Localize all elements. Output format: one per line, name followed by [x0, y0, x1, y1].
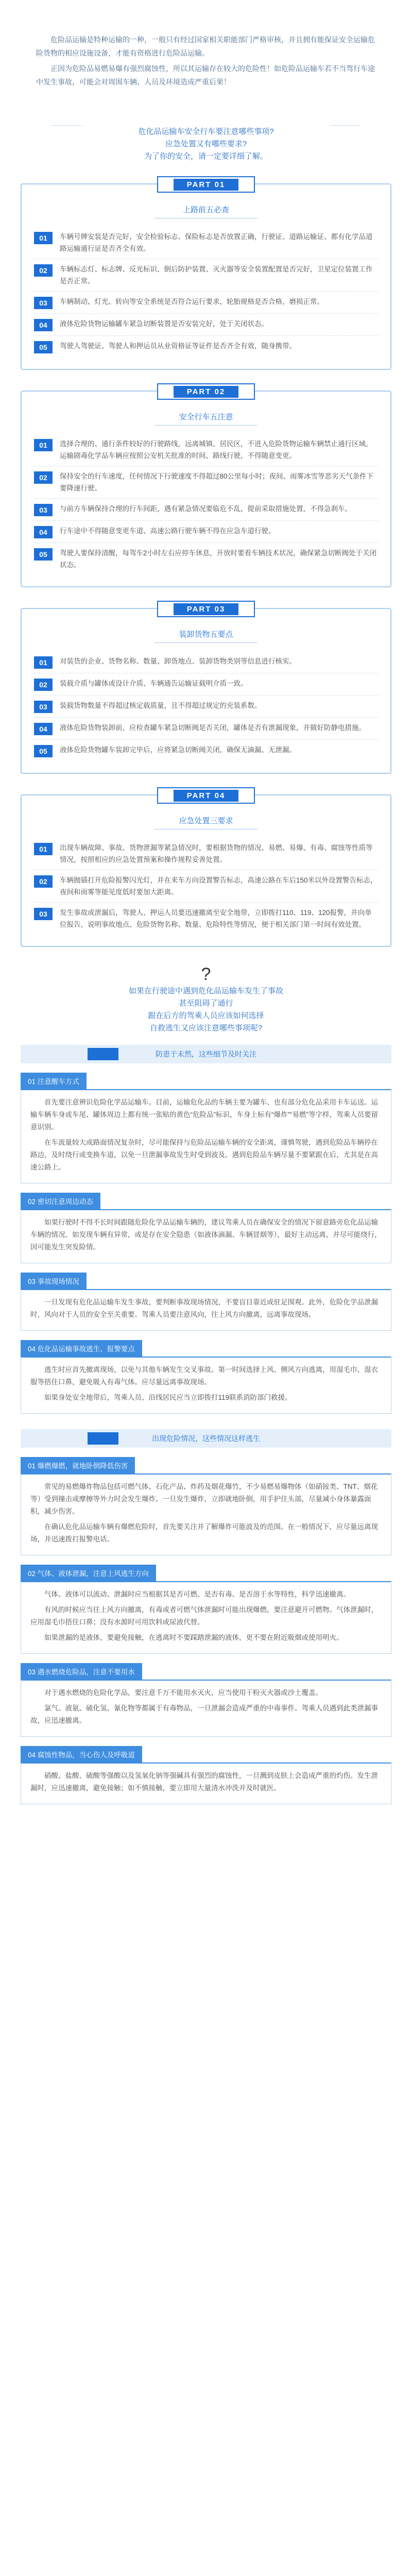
list-item	[34, 499, 378, 521]
part-badge-label: PART 04	[174, 790, 239, 802]
item-number: 03	[34, 504, 53, 516]
item-text: 车辆抛锚打开危险报警闪光灯，并在来车方向设置警告标志，高速公路在车后150米以外设置警告标志，夜间和雨雾等能见度低时要加大距离。	[60, 876, 377, 896]
item-number: 01	[34, 843, 53, 855]
section-paragraph: 如果行驶时不得不长时间跟随危险化学品运输车辆的，建议驾乘人员在确保安全的情况下留意路旁危化品运输车辆的情况。如发现车辆有异常，或是存在安全隐患（如液体滴漏、车辆冒烟等），最好主动远离，并尽可能绕行，因可能发生突发险情。	[30, 1218, 382, 1251]
item-number: 05	[34, 548, 53, 561]
section-head	[21, 1457, 391, 1473]
item-text: 车辆标志灯、标志牌、反光标识、倒后防护装置、灭火器等安全装置配置是否完好，卫星定位装置工作是否正常。	[60, 265, 373, 285]
list-item	[34, 259, 378, 292]
part-badge	[157, 787, 255, 804]
part-03	[21, 604, 391, 774]
list-item	[34, 696, 378, 718]
item-text: 选择合理的、通行条件较好的行驶路线，远离城镇、居民区，不进入危险货物运输车辆禁止通行区域。运输剧毒化学品车辆应按照公安机关批准的时间、路线行驶，不得随意变更。	[60, 440, 373, 460]
section-head	[21, 1746, 391, 1762]
section-body	[21, 1289, 391, 1331]
section-head	[21, 1273, 391, 1289]
section-head	[21, 1193, 391, 1209]
item-number: 03	[34, 908, 53, 920]
section-paragraph: 逃生时应首先撤离现场，以免与其他车辆发生交叉事故。第一时间选择上风、侧风方向逃离，用湿毛巾、湿衣服等捂住口鼻，避免吸入有毒气体。应尽量远离事故现场。	[30, 1366, 378, 1386]
question-line: 自救逃生又应该注意哪些事项呢?	[149, 1024, 263, 1032]
item-text: 行车途中不得随意变更车道、高速公路行驶车辆不得在应急车道行驶。	[60, 527, 276, 535]
list-item	[34, 292, 378, 314]
list-item	[34, 336, 378, 358]
intro-paragraph: 危险品运输是特种运输的一种，一般只有经过国家相关职能部门严格审核，并且拥有能保证安全运输危险货物的相应设施设备，才能有资格进行危险品运输。	[36, 36, 375, 57]
part-04	[21, 791, 391, 947]
item-number: 04	[34, 723, 53, 735]
list-item	[34, 673, 378, 696]
intro-section	[0, 0, 412, 101]
section-head	[21, 1073, 391, 1089]
section-paragraph: 硝酸、盐酸、硫酸等强酸以及氢氧化钠等强碱具有强烈的腐蚀性，一旦溅到皮肤上会造成严重的灼伤。发生泄漏时，应迅速撤离，避免接触；如不慎接触，要立即用大量清水冲洗并及时就医。	[30, 1772, 378, 1792]
item-number: 04	[34, 319, 53, 331]
list-item	[34, 870, 378, 903]
section-body	[21, 1762, 391, 1804]
section-paragraph: 如果身处安全地带后，驾乘人员、沿线居民应当立即拨打119联系消防部门救援。	[44, 1394, 292, 1401]
item-text: 液体危险货物罐车装卸完毕后，应将紧急切断阀关闭，确保无滴漏、无泄漏。	[60, 746, 296, 754]
item-number: 01	[34, 656, 53, 669]
section-paragraph: 首先要注意辨识危险化学品运输车。目前，运输危化品的车辆主要为罐车、也有部分危化品采用卡车运送。运输车辆车身或车尾、罐体周边上都有统一张贴的黄色“危险品”标识，车身上标有“爆炸”“易燃”等字样，驾乘人员要留意识别。	[30, 1098, 378, 1131]
section-head-label: 02 气体、液体泄漏，注意上风逃生方向	[21, 1565, 156, 1581]
section-paragraph: 氯气、液氨、硫化氢、氰化物等都属于有毒物品，一旦泄漏会造成严重的中毒事件。驾乘人员遇到此类泄漏事故，应迅速撤离。	[30, 1704, 378, 1724]
item-text: 保持安全的行车速度，任何情况下行驶速度不得超过80公里每小时；夜间、雨雾冰雪等恶劣天气条件下要降速行驶。	[60, 472, 374, 492]
banner-title: 防患于未然，这些细节及时关注	[156, 1050, 256, 1058]
part-badge	[157, 383, 255, 400]
banner-tag	[88, 1048, 118, 1060]
section-paragraph: 对于遇水燃烧的危险化学品，要注意千万不能用水灭火，应当使用干粉灭火器或沙土覆盖。	[44, 1689, 322, 1697]
item-text: 驾驶人驾驶证、驾驶人和押运员从业资格证等证件是否齐全有效，随身携带。	[60, 342, 296, 350]
item-number: 02	[34, 264, 53, 277]
question-line: 应急处置又有哪些要求?	[165, 140, 247, 148]
section-head	[21, 1565, 391, 1581]
part-title: 装卸货物五要点	[179, 630, 233, 639]
item-number: 02	[34, 875, 53, 888]
list-item	[34, 838, 378, 870]
list-item	[34, 903, 378, 935]
list-item	[34, 466, 378, 499]
item-number: 05	[34, 341, 53, 353]
item-number: 01	[34, 439, 53, 451]
item-text: 发生事故或泄漏后，驾驶人、押运人员要迅速撤离至安全地带，立即拨打110、119、120报警，并向单位报告，说明事故地点、危险货物名称、数量、危险特性等情况，便于相关部门第一时间有效处置。	[60, 909, 372, 928]
section-body	[21, 1357, 391, 1414]
section-head-label: 02 密切注意周边动态	[21, 1193, 100, 1209]
part-badge-label: PART 01	[174, 179, 239, 191]
list-item	[34, 651, 378, 673]
list-item	[34, 227, 378, 259]
item-number: 05	[34, 745, 53, 757]
divider	[154, 642, 258, 643]
item-text: 驾驶人要保持清醒，每驾车2小时左右应停车休息，开放时要看车辆技术状况，确保紧急切断阀处于关闭状态。	[60, 549, 377, 569]
part-01	[21, 180, 391, 370]
section-head	[21, 1340, 391, 1357]
section-banner	[21, 1045, 391, 1063]
section-paragraph: 常见的易燃爆炸物品包括可燃气体、石化产品、炸药及烟花爆竹，不少易燃易爆物体（如硝铵类、TNT、烟花等）受到撞击或摩擦等外力时会发生爆炸。一旦发生爆炸，立即就地卧倒，用手护住头部，尽量减小身体暴露面积，减少伤害。	[30, 1483, 378, 1515]
part-title: 上路前五必查	[182, 206, 229, 214]
section-head-label: 01 爆燃爆燃，就地卧倒降低伤害	[21, 1457, 135, 1473]
section-body	[21, 1209, 391, 1263]
part-badge-label: PART 02	[174, 386, 239, 398]
item-number: 01	[34, 232, 53, 244]
item-text: 与前方车辆保持合理的行车间距，遇有紧急情况要临危不乱，提前采取措施处置，不得急刹车。	[60, 505, 352, 513]
question-line: 危化品运输车安全行车要注意哪些事项?	[138, 127, 274, 136]
section-head-label: 03 事故现场情况	[21, 1273, 87, 1289]
item-text: 装载货物数量不得超过核定载质量，且不得超过规定的充装系数。	[60, 702, 262, 709]
intro-paragraph: 正因为危险品易燃易爆有强烈腐蚀性，所以其运输存在较大的危险性！如危险品运输车若不当驾行车途中发生事故，可能会对周围车辆、人员及环境造成严重后果！	[36, 64, 375, 86]
question-line: 为了你的安全，请一定要详细了解。	[144, 152, 268, 161]
banner-title: 出现危险情况，这些情况这样逃生	[152, 1434, 260, 1443]
section-body	[21, 1089, 391, 1183]
list-item	[34, 718, 378, 740]
question-box	[21, 110, 391, 170]
question-mark-icon: ?	[201, 964, 211, 984]
list-item	[34, 314, 378, 336]
item-text: 车辆号牌安装是否完好，安全检验标志、保险标志是否放置正确，行驶证、道路运输证、都有化学品道路运输通行证是否齐全有效。	[60, 233, 373, 252]
section-body	[21, 1581, 391, 1654]
question-box	[0, 985, 412, 1035]
section-banner	[21, 1429, 391, 1448]
list-item	[34, 521, 378, 543]
section-head-label: 04 腐蚀性物品，当心伤人及呼吸道	[21, 1746, 142, 1762]
section-head-label: 01 注意醒车方式	[21, 1073, 87, 1089]
section-paragraph: 在车流量较大或路面情况复杂时，尽可能保持与危险品运输车辆的安全距离，谨慎驾驶，遇到危险品车辆停在路边，及时绕行或变换车道，以免一旦泄漏事故发生时受到波及。遇到危险品车辆尽量不要紧跟在后，尤其是在高速公路上。	[30, 1139, 378, 1171]
part-02	[21, 387, 391, 587]
part-badge	[157, 176, 255, 193]
item-number: 04	[34, 526, 53, 538]
section-head-label: 04 危化品运输事故逃生、报警要点	[21, 1340, 142, 1357]
question-line: 如果在行驶途中遇到危化品运输车发生了事故	[128, 987, 283, 995]
section-paragraph: 有风的时候应当往上风方向撤离，有毒或者可燃气体泄漏时可能出现爆燃，要注意避开可燃物。气体泄漏时，应用湿毛巾捂住口鼻；没有水源时可用饮料或尿液代替。	[30, 1606, 378, 1626]
list-item	[34, 434, 378, 466]
list-item	[34, 543, 378, 575]
item-text: 液体危险货物运输罐车紧急切断装置是否安装完好，处于关闭状态。	[60, 320, 268, 328]
item-number: 02	[34, 679, 53, 691]
section-head-label: 03 遇水燃烧危险品，注意不要用水	[21, 1663, 142, 1680]
item-text: 液体危险货物装卸前，应检查罐车紧急切断阀是否关闭，罐体是否有泄漏现象，并做好防静电措施。	[60, 724, 366, 732]
item-number: 03	[34, 701, 53, 713]
part-badge	[157, 601, 255, 617]
item-number: 02	[34, 471, 53, 484]
section-paragraph: 一旦发现有危化品运输车发生事故，要判断事故现场情况，不要盲目靠近或驻足围观。此外，危险化学品泄漏时，风向对于人员的安全至关重要。驾乘人员要注意风向，往上风方向撤离，远离事故现场。	[30, 1298, 378, 1318]
section-paragraph: 在确认危化品运输车辆有爆燃危险时，首先要关注并了解爆炸可能波及的范围。在一般情况下，应尽量远离现场，并迅速拨打报警电话。	[30, 1523, 378, 1543]
section-paragraph: 如果泄漏的是液体，要避免接触，在逃离时不要踩踏泄漏的液体，更不要在附近吸烟或使用明火。	[44, 1634, 344, 1641]
section-body	[21, 1680, 391, 1737]
question-line: 跟在后方的驾乘人员应该如何选择	[148, 1011, 264, 1020]
section-body	[21, 1473, 391, 1555]
divider	[154, 425, 258, 426]
banner-tag	[88, 1432, 118, 1445]
item-text: 车辆制动、灯光、转向等安全系统是否符合运行要求，轮胎规格是否合格，磨损正常。	[60, 298, 324, 306]
item-text: 出现车辆故障、事故、货物泄漏等紧急情况时，要根据货物的情况、易燃、易爆、有毒、腐蚀等性质等情况，按照相应的应急处置预案和操作规程妥善处置。	[60, 844, 373, 863]
part-title: 应急处置三要求	[179, 817, 233, 825]
question-line: 甚至阻碍了通行	[179, 999, 233, 1008]
item-number: 03	[34, 297, 53, 309]
list-item	[34, 740, 378, 761]
item-text: 装载介质与罐体或设计介质、车辆通告运输证载明介质一致。	[60, 680, 248, 687]
section-head	[21, 1663, 391, 1680]
part-title: 安全行车五注意	[179, 413, 233, 421]
section-paragraph: 气体、液体可以流动、泄漏时应当根据其是否可燃、是否有毒、是否溶于水等特性，科学迅速撤离。	[44, 1590, 350, 1598]
item-text: 对装货的企业、货物名称、数量、卸货地点、装卸货物类别等信息进行核实。	[60, 657, 296, 665]
divider	[52, 122, 360, 126]
part-badge-label: PART 03	[174, 603, 239, 615]
